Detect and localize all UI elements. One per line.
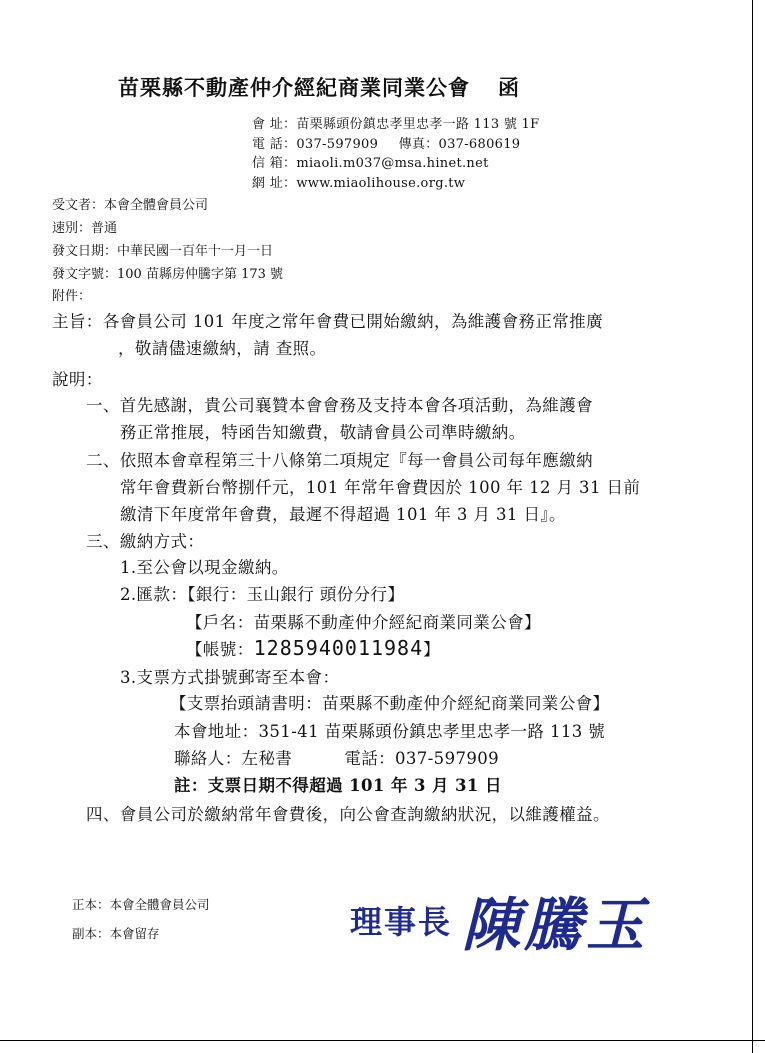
- scan-edge-bottom: [0, 1040, 765, 1041]
- org-name: 苗栗縣不動產仲介經紀商業同業公會: [118, 75, 470, 100]
- account-number-line: [186, 636, 440, 660]
- explanation-heading: 說明：: [52, 370, 103, 389]
- attachment: 附件：: [52, 289, 92, 304]
- website-value: www.miaolihouse.org.tw: [296, 176, 466, 191]
- address-value: 苗栗縣頭份鎮忠孝里忠孝一路 113 號 1F: [296, 117, 540, 132]
- website-line: [252, 172, 465, 191]
- email-line: [252, 152, 489, 171]
- original-recipient: 正本：本會全體會員公司: [72, 897, 210, 912]
- doc-type: 函: [498, 75, 520, 100]
- item3-heading: 三、繳納方式：: [86, 532, 205, 551]
- signature: [350, 878, 648, 962]
- check-payee: 【支票抬頭請書明：苗栗縣不動產仲介經紀商業同業公會】: [170, 694, 610, 713]
- issue-date: 發文日期：中華民國一百年十一月一日: [52, 244, 274, 259]
- address-label: 會 址：: [252, 117, 297, 132]
- speed: 速別：普通: [52, 221, 118, 236]
- subject-line-1: 主旨：各會員公司 101 年度之常年會費已開始繳納，為維護會務正常推廣: [52, 312, 603, 331]
- method-2-prefix: 2.匯款：: [120, 585, 188, 604]
- scan-edge-right: [752, 0, 753, 1053]
- email-label: 信 箱：: [252, 156, 297, 171]
- fax-value: 037-680619: [438, 137, 521, 152]
- signature-name: 陳騰玉: [462, 891, 649, 959]
- copy-recipient: 副本：本會留存: [72, 926, 160, 941]
- phone-line: [252, 133, 520, 152]
- account-number-close: 】: [423, 640, 441, 659]
- phone-value: 037-597909: [296, 137, 379, 152]
- contact-person: 聯絡人：左秘書: [174, 749, 293, 768]
- signature-role: 理事長: [350, 903, 453, 941]
- recipient: 受文者：本會全體會員公司: [52, 198, 209, 213]
- contact-line: [174, 745, 499, 769]
- account-number-label: 【帳號：: [186, 640, 254, 659]
- fax-label: 傳真：: [398, 137, 439, 152]
- check-note: 註：支票日期不得超過 101 年 3 月 31 日: [174, 776, 502, 795]
- bank-info: 【銀行：玉山銀行 頭份分行】: [187, 585, 405, 604]
- item2-line-1: 二、依照本會章程第三十八條第二項規定『每一會員公司每年應繳納: [86, 451, 593, 470]
- org-title: [118, 72, 520, 102]
- email-value: miaoli.m037@msa.hinet.net: [296, 156, 489, 171]
- method-1: 1.至公會以現金繳納。: [120, 558, 289, 577]
- contact-phone: 電話：037-597909: [344, 749, 500, 768]
- account-number: 1285940011984: [253, 636, 424, 660]
- item4: 四、會員公司於繳納常年會費後，向公會查詢繳納狀況，以維護權益。: [86, 805, 610, 824]
- address-line: [252, 113, 539, 132]
- method-2: [120, 581, 404, 605]
- check-address: 本會地址：351-41 苗栗縣頭份鎮忠孝里忠孝一路 113 號: [174, 722, 606, 741]
- item1-line-1: 一、首先感謝，貴公司襄贊本會會務及支持本會各項活動，為維護會: [86, 396, 593, 415]
- item2-line-2: 常年會費新台幣捌仟元，101 年常年會費因於 100 年 12 月 31 日前: [120, 478, 641, 497]
- method-3: 3.支票方式掛號郵寄至本會：: [120, 668, 340, 687]
- doc-number: 發文字號：100 苗縣房仲騰字第 173 號: [52, 267, 284, 282]
- account-name: 【戶名：苗栗縣不動產仲介經紀商業同業公會】: [186, 613, 541, 632]
- item2-line-3: 繳清下年度常年會費，最遲不得超過 101 年 3 月 31 日』。: [120, 505, 566, 524]
- subject-line-2: ，敬請儘速繳納，請 查照。: [118, 339, 327, 358]
- item1-line-2: 務正常推展，特函告知繳費，敬請會員公司準時繳納。: [120, 423, 526, 442]
- phone-label: 電 話：: [252, 137, 297, 152]
- website-label: 網 址：: [252, 176, 297, 191]
